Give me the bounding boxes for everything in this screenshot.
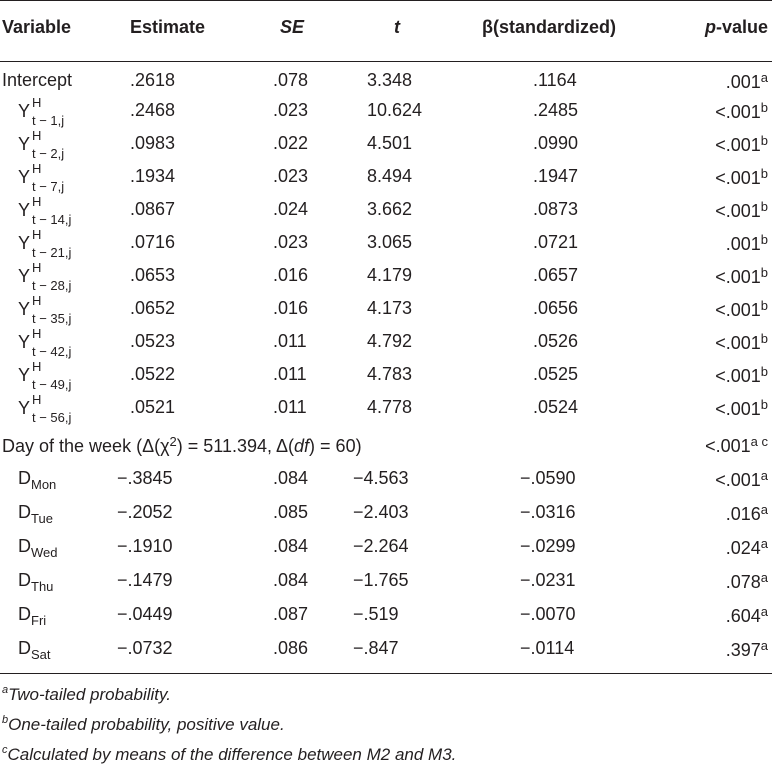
header-beta: β(standardized) — [482, 17, 616, 37]
se-cell: .078 — [273, 70, 309, 90]
variable-subscript: t − 35,j — [32, 311, 72, 326]
variable-symbol: Y — [18, 101, 31, 121]
footnote-mark: b — [760, 265, 768, 280]
row-label — [2, 161, 65, 196]
variable-symbol: D — [18, 536, 31, 556]
t-cell: −1.765 — [353, 570, 409, 590]
p-cell: <.001$^b$ — [715, 397, 768, 419]
se-cell: .024 — [273, 199, 309, 219]
row-label — [2, 359, 72, 394]
footnote-text: Calculated by means of the difference between M2 and M3. — [7, 745, 457, 764]
variable-superscript: H — [32, 194, 42, 209]
row-label — [2, 638, 51, 662]
estimate-cell: .2618 — [130, 70, 176, 90]
variable-symbol: D — [18, 638, 31, 658]
t-cell: 4.783 — [367, 364, 413, 384]
footnote-marker: b — [2, 714, 9, 726]
variable-superscript: H — [32, 326, 42, 341]
beta-cell: −.0316 — [520, 502, 576, 522]
variable-subscript: t − 49,j — [32, 377, 72, 392]
footnote-mark: b — [760, 232, 768, 247]
lag-variable — [2, 326, 72, 361]
beta-cell: −.0231 — [520, 570, 576, 590]
header-estimate: Estimate — [130, 17, 206, 37]
row-label — [2, 468, 56, 492]
t-cell: 3.662 — [367, 199, 413, 219]
t-cell: −.847 — [353, 638, 399, 658]
variable-subscript: t − 2,j — [32, 146, 65, 161]
row-label — [2, 128, 65, 163]
beta-cell: .1164 — [533, 70, 577, 90]
t-cell: 8.494 — [367, 166, 413, 186]
estimate-cell: .2468 — [130, 100, 176, 120]
row-label — [2, 194, 72, 229]
p-cell: <.001$^b$ — [715, 199, 768, 221]
variable-subscript: t − 7,j — [32, 179, 65, 194]
p-cell: .604$^a$ — [725, 604, 768, 626]
estimate-cell: −.1479 — [117, 570, 173, 590]
table-row — [0, 95, 772, 130]
estimate-cell: −.3845 — [117, 468, 173, 488]
variable-symbol: Y — [18, 266, 31, 286]
estimate-cell: .0983 — [130, 133, 176, 153]
footnote-mark: b — [760, 100, 768, 115]
table-row — [0, 502, 772, 532]
beta-cell: .2485 — [533, 100, 579, 120]
variable-subscript: t − 1,j — [32, 113, 65, 128]
variable-symbol: Y — [18, 365, 31, 385]
beta-cell: .0721 — [533, 232, 579, 252]
se-cell: .016 — [273, 298, 309, 318]
table-row — [0, 260, 772, 295]
table-row — [0, 326, 772, 361]
row-label — [2, 604, 46, 628]
row-label — [2, 392, 72, 427]
beta-cell: .0990 — [533, 133, 579, 153]
estimate-cell: .0653 — [130, 265, 176, 285]
variable-symbol: Y — [18, 299, 31, 319]
se-cell: .087 — [273, 604, 309, 624]
p-cell: <.001$^b$ — [715, 133, 768, 155]
variable-subscript: t − 14,j — [32, 212, 72, 227]
row-label — [2, 227, 72, 262]
lag-variable — [2, 359, 72, 394]
p-cell: <.001$^{a c}$ — [705, 434, 768, 456]
variable-symbol: Y — [18, 167, 31, 187]
p-cell: <.001$^a$ — [715, 468, 768, 490]
t-cell: −.519 — [353, 604, 399, 624]
beta-cell: .0524 — [533, 397, 579, 417]
footnote-mark: b — [760, 133, 768, 148]
variable-superscript: H — [32, 392, 42, 407]
footnote-mark: b — [760, 166, 768, 181]
beta-cell: −.0070 — [520, 604, 576, 624]
lag-variable — [2, 95, 65, 130]
variable-superscript: H — [32, 260, 42, 275]
p-cell: .024$^a$ — [725, 536, 768, 558]
variable-symbol: Y — [18, 200, 31, 220]
p-cell: .001$^a$ — [725, 70, 768, 92]
table-row — [0, 227, 772, 262]
variable-symbol: Y — [18, 233, 31, 253]
table-row — [0, 128, 772, 163]
t-cell: 4.792 — [367, 331, 413, 351]
footnote-mark: a — [760, 604, 768, 619]
variable-superscript: H — [32, 95, 42, 110]
variable-subscript: t − 28,j — [32, 278, 72, 293]
table-row — [0, 536, 772, 566]
footnote-mark: b — [760, 364, 768, 379]
table-header — [0, 0, 772, 62]
footnote-mark: a — [760, 468, 768, 483]
variable-symbol: D — [18, 604, 31, 624]
variable-subscript: t − 42,j — [32, 344, 72, 359]
lag-variable — [2, 161, 65, 196]
footnote-text: Two-tailed probability. — [8, 685, 171, 704]
estimate-cell: .0867 — [130, 199, 176, 219]
row-label — [2, 326, 72, 361]
row-label — [2, 570, 53, 594]
footnote-mark: b — [760, 298, 768, 313]
p-cell: <.001$^b$ — [715, 166, 768, 188]
se-cell: .016 — [273, 265, 309, 285]
lag-variable — [2, 260, 72, 295]
se-cell: .011 — [273, 331, 307, 351]
se-cell: .023 — [273, 232, 309, 252]
estimate-cell: .1934 — [130, 166, 176, 186]
estimate-cell: −.1910 — [117, 536, 173, 556]
t-cell: 10.624 — [367, 100, 423, 120]
footnote-mark: a — [760, 536, 768, 551]
table-row — [0, 359, 772, 394]
beta-cell: −.0114 — [520, 638, 575, 658]
se-cell: .084 — [273, 536, 309, 556]
table-row — [0, 194, 772, 229]
t-cell: 4.778 — [367, 397, 413, 417]
variable-superscript: H — [32, 227, 42, 242]
estimate-cell: .0522 — [130, 364, 176, 384]
footnote-mark: b — [760, 331, 768, 346]
variable-symbol: Y — [18, 332, 31, 352]
variable-subscript: Mon — [31, 477, 57, 492]
bottom-rule — [0, 673, 772, 674]
footnote-mark: a — [760, 638, 768, 653]
row-label — [2, 502, 53, 526]
beta-cell: .0873 — [533, 199, 579, 219]
estimate-cell: −.2052 — [117, 502, 173, 522]
se-cell: .011 — [273, 364, 307, 384]
row-label — [2, 293, 72, 328]
p-cell: <.001$^b$ — [715, 331, 768, 353]
p-cell: .001$^b$ — [725, 232, 768, 254]
variable-subscript: t − 56,j — [32, 410, 72, 425]
variable-subscript: Tue — [31, 511, 53, 526]
lag-variable — [2, 194, 72, 229]
variable-superscript: H — [32, 293, 42, 308]
footnote-text: One-tailed probability, positive value. — [8, 715, 285, 734]
footnote — [2, 714, 285, 735]
variable-subscript: Thu — [31, 579, 54, 594]
footnote-mark: b — [760, 397, 768, 412]
variable-subscript: Fri — [31, 613, 47, 628]
footnote-marker: c — [2, 744, 8, 756]
estimate-cell: .0716 — [130, 232, 176, 252]
estimate-cell: .0652 — [130, 298, 176, 318]
table-row — [0, 468, 772, 498]
table-row — [0, 570, 772, 600]
variable-symbol: Y — [18, 398, 31, 418]
t-cell: −2.403 — [353, 502, 409, 522]
p-cell: .078$^a$ — [725, 570, 768, 592]
table-row — [0, 392, 772, 427]
beta-cell: .0656 — [533, 298, 579, 318]
t-cell: −4.563 — [353, 468, 409, 488]
lag-variable — [2, 392, 72, 427]
variable-subscript: Wed — [31, 545, 58, 560]
p-cell: <.001$^b$ — [715, 265, 768, 287]
variable-symbol: D — [18, 570, 31, 590]
lag-variable — [2, 128, 65, 163]
estimate-cell: −.0449 — [117, 604, 173, 624]
variable-superscript: H — [32, 359, 42, 374]
se-cell: .022 — [273, 133, 309, 153]
lag-variable — [2, 293, 72, 328]
variable-symbol: Y — [18, 134, 31, 154]
p-cell: .016$^a$ — [725, 502, 768, 524]
footnote — [2, 684, 171, 705]
p-cell: <.001$^b$ — [715, 100, 768, 122]
variable-subscript: t − 21,j — [32, 245, 72, 260]
p-cell: <.001$^b$ — [715, 364, 768, 386]
variable-superscript: H — [32, 161, 42, 176]
row-label: Intercept — [2, 70, 73, 90]
table-row — [0, 70, 772, 100]
se-cell: .084 — [273, 468, 309, 488]
se-cell: .011 — [273, 397, 307, 417]
row-label — [2, 536, 58, 560]
t-cell: 3.065 — [367, 232, 413, 252]
t-cell: 4.173 — [367, 298, 413, 318]
footnote-marker: a — [2, 684, 9, 696]
row-label: Day of the week (Δ(χ$^2$) = 511.394, Δ(df) = 60) — [2, 434, 362, 456]
se-cell: .084 — [273, 570, 309, 590]
beta-cell: .0657 — [533, 265, 579, 285]
row-label — [2, 260, 72, 295]
table-row — [0, 638, 772, 668]
t-cell: −2.264 — [353, 536, 409, 556]
beta-cell: .1947 — [533, 166, 579, 186]
estimate-cell: .0521 — [130, 397, 176, 417]
header-se: SE — [280, 17, 305, 37]
header-t: t — [394, 17, 400, 37]
table-row — [0, 604, 772, 634]
se-cell: .023 — [273, 166, 309, 186]
variable-subscript: Sat — [31, 647, 51, 662]
footnote — [2, 744, 456, 765]
variable-symbol: D — [18, 502, 31, 522]
p-cell: .397$^a$ — [725, 638, 768, 660]
table-row — [0, 293, 772, 328]
variable-superscript: H — [32, 128, 42, 143]
t-cell: 4.501 — [367, 133, 413, 153]
p-cell: <.001$^b$ — [715, 298, 768, 320]
table-row-day-of-week — [0, 434, 772, 464]
footnote-mark: b — [760, 199, 768, 214]
beta-cell: −.0590 — [520, 468, 576, 488]
footnote-mark: a — [760, 570, 768, 585]
beta-cell: −.0299 — [520, 536, 576, 556]
row-label — [2, 95, 65, 130]
lag-variable — [2, 227, 72, 262]
beta-cell: .0525 — [533, 364, 579, 384]
t-cell: 3.348 — [367, 70, 413, 90]
se-cell: .086 — [273, 638, 309, 658]
variable-symbol: D — [18, 468, 31, 488]
estimate-cell: .0523 — [130, 331, 176, 351]
table-row — [0, 161, 772, 196]
header-variable: Variable — [2, 17, 72, 37]
se-cell: .023 — [273, 100, 309, 120]
footnote-mark: a — [760, 502, 768, 517]
se-cell: .085 — [273, 502, 309, 522]
beta-cell: .0526 — [533, 331, 579, 351]
t-cell: 4.179 — [367, 265, 413, 285]
header-p-value: p-value — [704, 17, 768, 37]
estimate-cell: −.0732 — [117, 638, 173, 658]
